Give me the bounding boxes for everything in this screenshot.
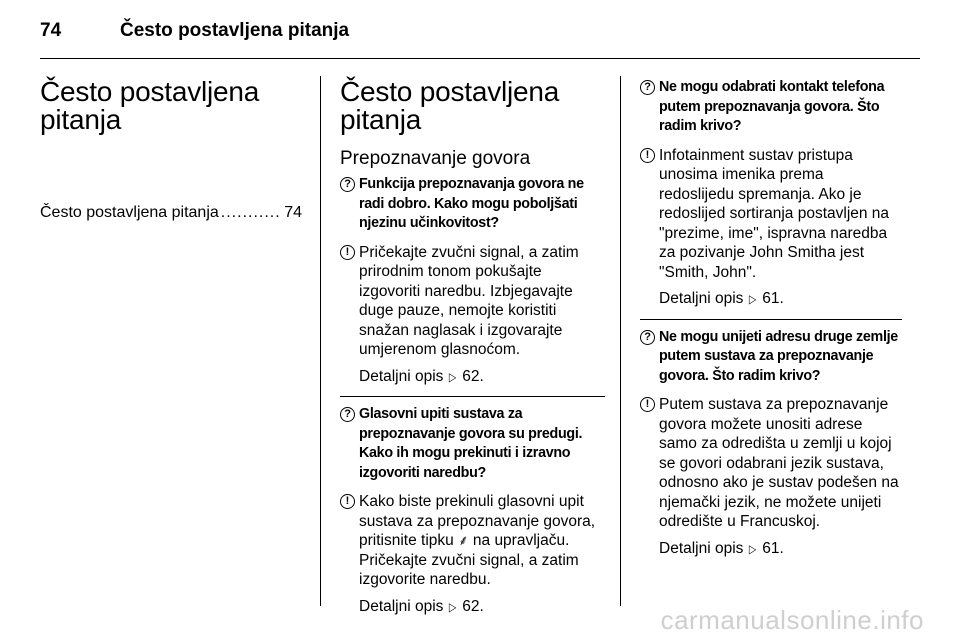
- voice-recognition-icon: ⸙: [458, 532, 469, 548]
- chapter-title: Često postavljena pitanja: [40, 76, 260, 135]
- answer-block: [640, 395, 902, 532]
- cross-reference[interactable]: [340, 367, 605, 388]
- cross-reference[interactable]: [340, 597, 605, 618]
- question-icon: ?: [340, 177, 355, 192]
- toc-leader: [221, 204, 282, 222]
- answer-text: Infotainment sustav pristupa unosima imenika prema redoslijedu spremanja. Ako je redoslijed sortiranja postavljen na "prezime, ime", ispravna naredba za pozivanje John Smitha jest "Smith, John".: [659, 146, 890, 281]
- cross-reference-label: Detaljni opis: [359, 367, 444, 385]
- answer-block: [340, 492, 605, 590]
- column-content-2: [640, 78, 902, 568]
- cross-reference-label: Detaljni opis: [659, 539, 744, 557]
- question-text: Glasovni upiti sustava za prepoznavanje govora su predugi. Kako ih mogu prekinuti i izravno izgovoriti naredbu?: [359, 406, 583, 481]
- see-arrow-icon: ▷: [448, 599, 457, 614]
- section-title: Prepoznavanje govora: [340, 148, 531, 169]
- divider: [640, 319, 902, 320]
- chapter-title: Često postavljena pitanja: [340, 76, 560, 135]
- question-icon: ?: [340, 407, 355, 422]
- cross-reference-page: 61.: [762, 290, 784, 307]
- running-title: Često postavljena pitanja: [120, 20, 350, 41]
- see-arrow-icon: ▷: [448, 369, 457, 384]
- page-header: [0, 0, 960, 60]
- answer-icon: !: [340, 494, 355, 509]
- cross-reference-label: Detaljni opis: [359, 597, 444, 615]
- cross-reference-label: Detaljni opis: [659, 290, 744, 307]
- header-rule: [40, 58, 920, 59]
- answer-text-part2: na upravljaču. Pričekajte zvučni signal, a zatim izgovorite naredbu.: [359, 532, 579, 588]
- question-text: Ne mogu odabrati kontakt telefona putem prepoznavanja govora. Što radim krivo?: [659, 79, 885, 134]
- toc-entry[interactable]: [40, 204, 302, 222]
- see-arrow-icon: ▷: [748, 292, 757, 306]
- answer-block: [340, 243, 605, 360]
- question-text: Funkcija prepoznavanja govora ne radi dobro. Kako mogu poboljšati njezinu učinkovitost?: [359, 176, 584, 231]
- divider: [340, 396, 605, 397]
- question-block: [640, 78, 902, 137]
- cross-reference-page: 62.: [462, 597, 484, 615]
- toc-entry-label: Često postavljena pitanja: [40, 204, 219, 221]
- answer-icon: !: [640, 397, 655, 412]
- answer-text: Putem sustava za prepoznavanje govora možete unositi adrese samo za odredišta u zemlji u kojoj se govori odabrani jezik sustava, odnosno ako je sustav podešen na njemački jezik, ne možete unijeti odredište u Francuskoj.: [659, 396, 899, 530]
- watermark: carmanualsonline.info: [660, 605, 924, 635]
- question-icon: ?: [640, 330, 655, 345]
- cross-reference-page: 61.: [762, 539, 784, 557]
- toc-entry-page: 74: [284, 204, 302, 221]
- page-number: 74: [40, 20, 62, 41]
- question-icon: ?: [640, 80, 655, 95]
- see-arrow-icon: ▷: [748, 541, 757, 556]
- question-text: Ne mogu unijeti adresu druge zemlje putem sustava za prepoznavanje govora. Što radim krivo?: [659, 328, 898, 384]
- cross-reference[interactable]: [640, 289, 902, 310]
- answer-block: [640, 146, 902, 283]
- column-content-1: [340, 78, 605, 626]
- question-block: [340, 405, 605, 483]
- column-divider: [620, 76, 621, 606]
- answer-icon: !: [640, 148, 655, 163]
- answer-text: Pričekajte zvučni signal, a zatim prirodnim tonom pokušajte izgovoriti naredbu. Izbjegavajte duge pauze, nemojte koristiti snažan naglasak i izgovarajte umjerenom glasnoćom.: [359, 243, 579, 358]
- answer-text-part1: Kako biste prekinuli glasovni upit sustava za prepoznavanje govora, pritisnite tipku: [359, 493, 596, 549]
- answer-icon: !: [340, 245, 355, 260]
- cross-reference[interactable]: [640, 539, 902, 560]
- question-block: [640, 328, 902, 387]
- question-block: [340, 175, 605, 234]
- cross-reference-page: 62.: [462, 367, 484, 385]
- column-divider: [320, 76, 321, 606]
- column-toc: [40, 78, 302, 222]
